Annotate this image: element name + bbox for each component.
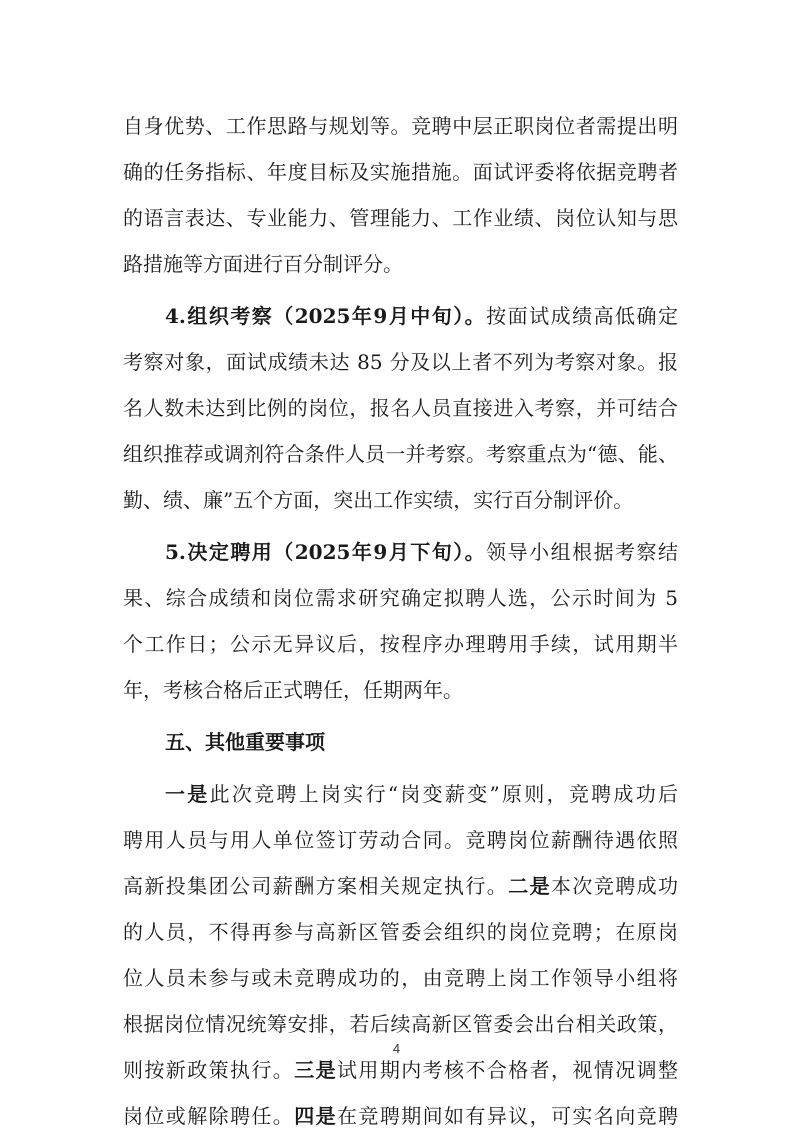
page-number: 4	[392, 1041, 401, 1056]
text-line: 确的任务指标、年度目标及实施措施。面试评委将依据竞聘者	[123, 160, 678, 184]
section-5-line: 5.决定聘用（2025年9月下旬）。领导小组根据考察结	[165, 540, 679, 564]
point-three-label: 三是	[294, 1058, 338, 1082]
point-four-label: 四是	[294, 1104, 338, 1128]
point-one-label: 一是	[165, 782, 210, 806]
text-line: 组织推荐或调剂符合条件人员一并考察。考察重点为“德、能、	[123, 442, 678, 466]
text-line: 根据岗位情况统筹安排，若后续高新区管委会出台相关政策，	[123, 1012, 678, 1036]
text-line: 岗位或解除聘任。四是在竞聘期间如有异议，可实名向竞聘	[123, 1104, 679, 1128]
section-5-heading: 5.决定聘用（2025年9月下旬）。	[165, 540, 487, 564]
text-line: 自身优势、工作思路与规划等。竞聘中层正职岗位者需提出明	[123, 114, 678, 138]
text-line: 果、综合成绩和岗位需求研究确定拟聘人选，公示时间为 5	[123, 586, 678, 610]
text-line: 个工作日；公示无异议后，按程序办理聘用手续，试用期半	[123, 632, 678, 656]
point-two-label: 二是	[508, 874, 552, 898]
text-line: 勤、绩、廉”五个方面，突出工作实绩，实行百分制评价。	[123, 488, 634, 512]
text-line: 位人员未参与或未竞聘成功的，由竞聘上岗工作领导小组将	[123, 966, 678, 990]
text-line: 高新投集团公司薪酬方案相关规定执行。二是本次竞聘成功	[123, 874, 679, 898]
text-line: 名人数未达到比例的岗位，报名人员直接进入考察，并可结合	[123, 396, 678, 420]
text-line: 年，考核合格后正式聘任，任期两年。	[123, 678, 463, 702]
text-line: 的语言表达、专业能力、管理能力、工作业绩、岗位认知与思	[123, 206, 678, 230]
text-line: 一是此次竞聘上岗实行“岗变薪变”原则，竞聘成功后	[165, 782, 679, 806]
section-heading: 五、其他重要事项	[165, 730, 325, 754]
text-line: 则按新政策执行。三是试用期内考核不合格者，视情况调整	[123, 1058, 679, 1082]
section-4-line: 4.组织考察（2025年9月中旬）。按面试成绩高低确定	[165, 304, 679, 328]
text-line: 路措施等方面进行百分制评分。	[123, 252, 403, 276]
text-line: 考察对象，面试成绩未达 85 分及以上者不列为考察对象。报	[123, 350, 678, 374]
text-line: 的人员，不得再参与高新区管委会组织的岗位竞聘；在原岗	[123, 920, 678, 944]
document-body	[123, 103, 678, 1139]
text-line: 聘用人员与用人单位签订劳动合同。竞聘岗位薪酬待遇依照	[123, 828, 678, 852]
section-4-heading: 4.组织考察（2025年9月中旬）。	[165, 304, 487, 328]
